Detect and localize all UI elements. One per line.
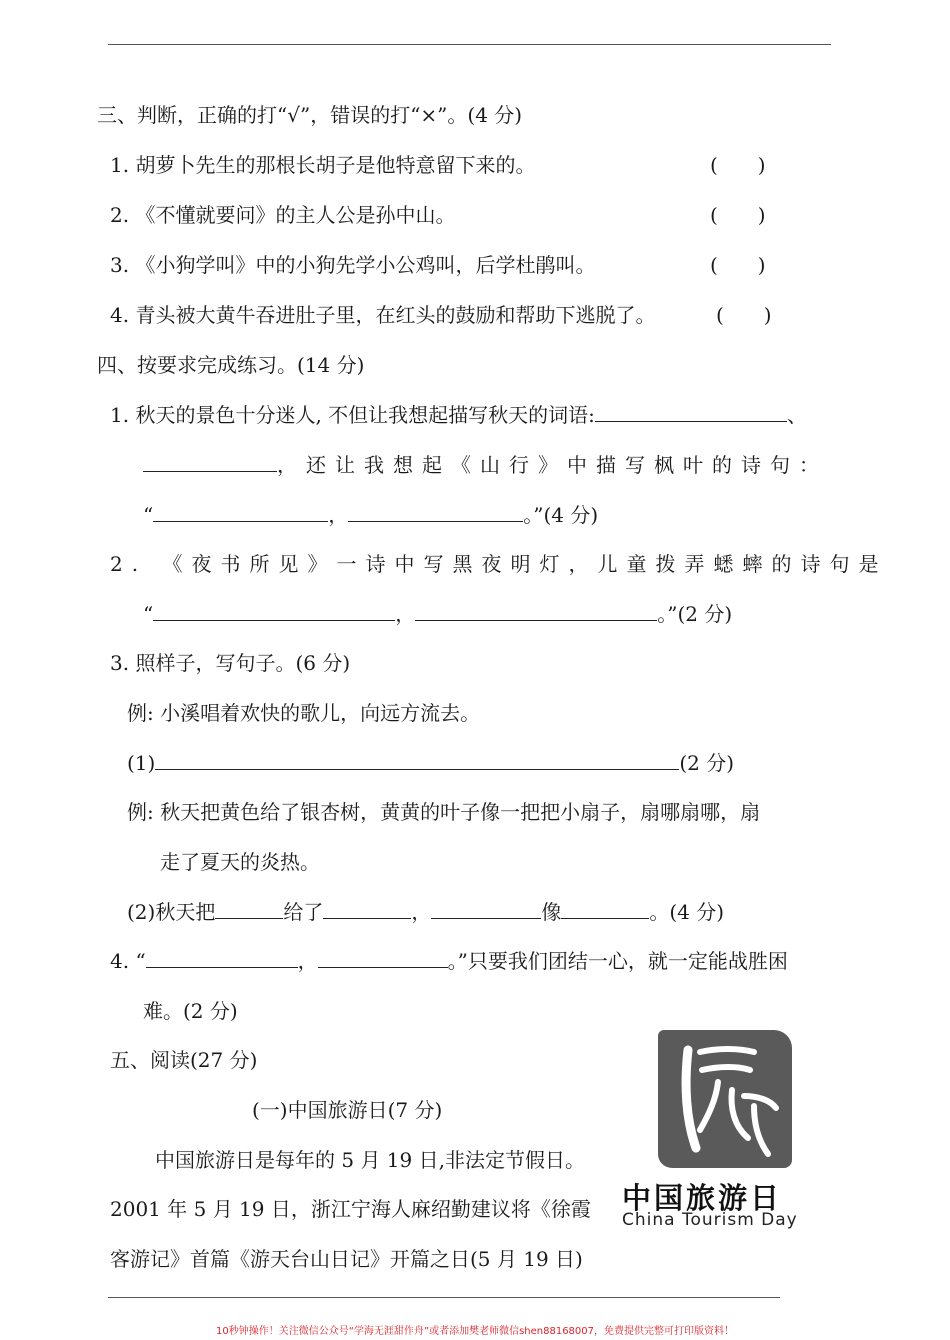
answer-paren-3[interactable]: ( ) <box>710 253 766 277</box>
q1-line2 <box>143 451 828 479</box>
q1-text: 1. 秋天的景色十分迷人, 不但让我想起描写秋天的词语: <box>110 403 595 427</box>
q3-example1: 例: 小溪唱着欢快的歌儿，向远方流去。 <box>127 701 481 725</box>
reading-para-line3: 客游记》首篇《游天台山日记》开篇之日(5 月 19 日) <box>110 1247 583 1271</box>
logo-emblem <box>658 1030 792 1168</box>
q2-open-quote: “ <box>143 602 154 626</box>
q3-fill-gave: 给了 <box>283 900 324 924</box>
q1-blank-word2[interactable] <box>143 451 277 472</box>
q3-fill-prefix: (2)秋天把 <box>127 900 216 924</box>
q3-blank1-label: (1) <box>127 751 156 775</box>
china-tourism-day-logo <box>618 1030 833 1235</box>
q3-example2-line1: 例: 秋天把黄色给了银杏树，黄黄的叶子像一把把小扇子，扇哪扇哪，扇 <box>127 800 761 824</box>
q4-line2: 难。(2 分) <box>143 999 238 1023</box>
reading-para-line1: 中国旅游日是每年的 5 月 19 日,非法定节假日。 <box>155 1148 585 1172</box>
logo-english-text: China Tourism Day <box>622 1210 798 1230</box>
section3-title: 三、判断，正确的打“√”，错误的打“×”。(4 分) <box>97 103 523 127</box>
q3-title: 3. 照样子，写句子。(6 分) <box>110 651 351 675</box>
q3-fill-line <box>127 898 724 926</box>
judge-item-3: 3. 《小狗学叫》中的小狗先学小公鸡叫，后学杜鹃叫。 <box>110 253 596 277</box>
section5-title: 五、阅读(27 分) <box>110 1048 258 1072</box>
q1-blank-word1[interactable] <box>595 401 787 422</box>
q3-fill-blank4[interactable] <box>561 898 649 919</box>
q1-text2: ，还让我想起《山行》中描写枫叶的诗句： <box>277 453 828 477</box>
answer-paren-4[interactable]: ( ) <box>716 303 772 327</box>
q1-separator: 、 <box>786 403 807 427</box>
q2-blank-poem1[interactable] <box>153 600 395 621</box>
footer-notice: 10秒钟操作！关注微信公众号“学海无涯甜作舟”或者添加樊老师微信shen88168007，免费提供完整可打印版资料！ <box>215 1326 735 1337</box>
section4-title: 四、按要求完成练习。(14 分) <box>97 353 365 377</box>
top-rule <box>108 44 831 45</box>
q1-line1 <box>110 401 807 429</box>
q2-line1: 2. 《夜书所见》一诗中写黑夜明灯，儿童拨弄蟋蟀的诗句是 <box>110 552 888 576</box>
q2-blank-poem2[interactable] <box>415 600 657 621</box>
bottom-rule <box>108 1297 780 1298</box>
answer-paren-1[interactable]: ( ) <box>710 153 766 177</box>
q3-fill-blank1[interactable] <box>215 898 283 919</box>
judge-item-4: 4. 青头被大黄牛吞进肚子里，在红头的鼓励和帮助下逃脱了。 <box>110 303 656 327</box>
judge-item-2: 2. 《不懂就要问》的主人公是孙中山。 <box>110 203 456 227</box>
q2-line2 <box>143 600 732 628</box>
q3-blank1-score: (2 分) <box>679 751 735 775</box>
q2-end: 。”(2 分) <box>657 602 733 626</box>
q1-line3 <box>143 501 598 529</box>
reading-subtitle: (一)中国旅游日(7 分) <box>252 1098 443 1122</box>
q4-comma: ， <box>297 949 318 973</box>
reading-para-line2: 2001 年 5 月 19 日，浙江宁海人麻绍勤建议将《徐霞 <box>110 1197 591 1221</box>
q1-open-quote: “ <box>143 503 154 527</box>
q3-fill-comma: ， <box>411 900 432 924</box>
q3-fill-blank2[interactable] <box>323 898 411 919</box>
q3-fill-blank3[interactable] <box>431 898 541 919</box>
q1-comma: ， <box>328 503 349 527</box>
q2-comma: ， <box>395 602 416 626</box>
q4-blank2[interactable] <box>318 947 448 968</box>
q4-line1 <box>110 947 788 975</box>
q3-fill-like: 像 <box>541 900 562 924</box>
q4-rest: 。”只要我们团结一心，就一定能战胜困 <box>447 949 788 973</box>
answer-paren-2[interactable]: ( ) <box>710 203 766 227</box>
logo-calligraphy-icon <box>658 1030 792 1168</box>
q3-example2-line2: 走了夏天的炎热。 <box>160 850 320 874</box>
q4-blank1[interactable] <box>146 947 298 968</box>
q3-fill-end: 。(4 分) <box>649 900 725 924</box>
q4-open: 4. “ <box>110 949 146 973</box>
logo-chinese-text: 中国旅游日 <box>622 1181 783 1215</box>
q1-end: 。”(4 分) <box>523 503 599 527</box>
q1-blank-poem1[interactable] <box>153 501 328 522</box>
judge-item-1: 1. 胡萝卜先生的那根长胡子是他特意留下来的。 <box>110 153 536 177</box>
q3-blank1[interactable] <box>155 749 679 770</box>
q1-blank-poem2[interactable] <box>348 501 523 522</box>
q3-blank1-line <box>127 749 734 777</box>
